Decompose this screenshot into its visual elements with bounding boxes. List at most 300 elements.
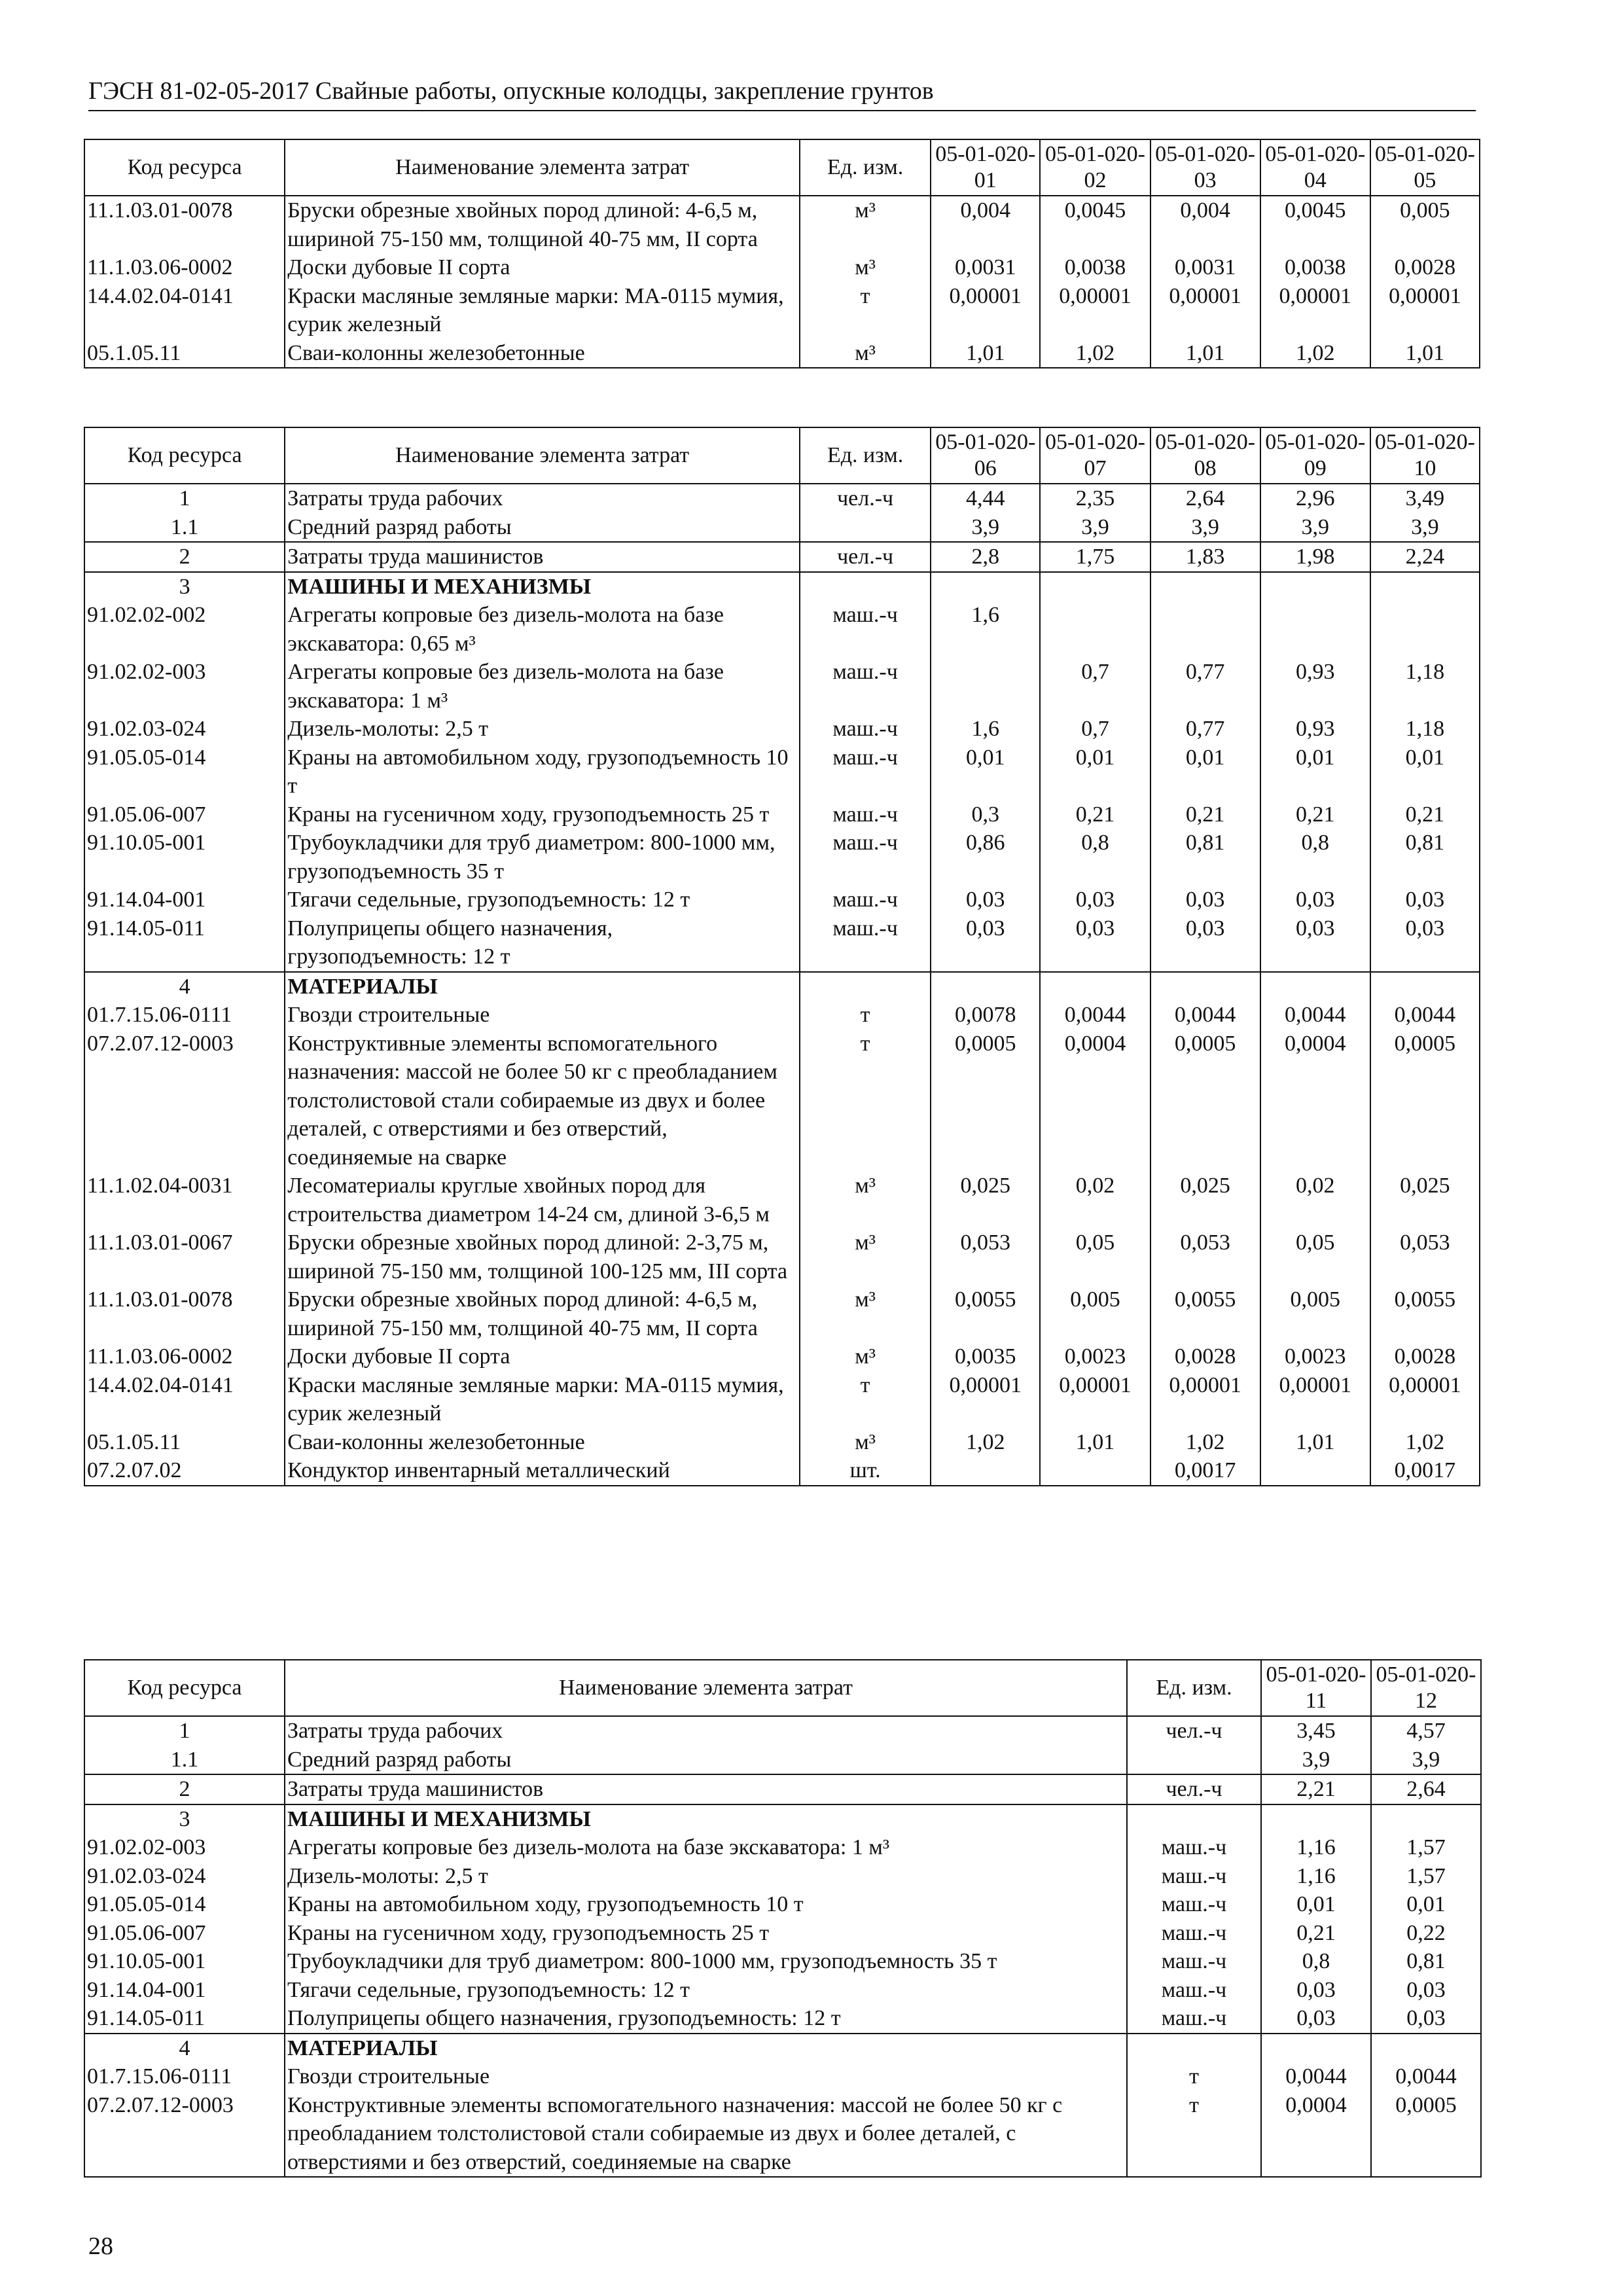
table-row [84, 1001, 1480, 1030]
resource-name: Бруски обрезные хвойных пород длиной: 4-6,5 м, шириной 75-150 мм, толщиной 40-75 мм, II сорта [285, 1285, 800, 1342]
value-cell: 0,01 [1260, 744, 1370, 800]
header-code: Код ресурса [84, 139, 285, 196]
value-cell: 0,00001 [1260, 282, 1370, 339]
table-row [84, 829, 1480, 886]
value-cell: 0,025 [931, 1172, 1040, 1229]
value-cell [931, 1456, 1040, 1486]
resource-code: 91.10.05-001 [84, 829, 285, 886]
resource-code: 11.1.03.01-0078 [84, 196, 285, 253]
value-cell: 0,0017 [1370, 1456, 1480, 1486]
value-cell: 0,0055 [931, 1285, 1040, 1342]
resource-code: 14.4.02.04-0141 [84, 1371, 285, 1428]
resource-name: Полуприцепы общего назначения, грузоподъемность: 12 т [285, 914, 800, 972]
value-cell: 0,03 [1040, 886, 1150, 914]
table-row [84, 513, 1480, 543]
header-norm-code: 05-01-020-08 [1150, 427, 1260, 484]
value-cell [1150, 601, 1260, 658]
unit: маш.-ч [800, 914, 931, 972]
value-cell: 0,22 [1371, 1919, 1481, 1948]
header-norm-code: 05-01-020-10 [1370, 427, 1480, 484]
value-cell [1370, 572, 1480, 601]
value-cell: 0,00001 [1150, 282, 1260, 339]
value-cell: 2,64 [1150, 484, 1260, 513]
value-cell: 2,24 [1370, 542, 1480, 572]
unit: м³ [800, 1285, 931, 1342]
value-cell: 0,77 [1150, 658, 1260, 715]
value-cell: 0,0028 [1370, 1342, 1480, 1371]
value-cell [1260, 572, 1370, 601]
value-cell [1040, 972, 1150, 1001]
unit: м³ [800, 1172, 931, 1229]
table-row [84, 1862, 1481, 1891]
value-cell: 0,0044 [1370, 1001, 1480, 1030]
value-cell: 1,18 [1370, 658, 1480, 715]
norms-table-020-11-12 [84, 1659, 1482, 2178]
resource-name: МАШИНЫ И МЕХАНИЗМЫ [285, 572, 800, 601]
resource-name: Гвозди строительные [285, 1001, 800, 1030]
value-cell: 0,21 [1150, 800, 1260, 829]
value-cell: 0,0031 [1150, 253, 1260, 282]
value-cell: 0,21 [1261, 1919, 1371, 1948]
resource-code: 91.14.04-001 [84, 1976, 285, 2005]
value-cell: 0,00001 [1370, 1371, 1480, 1428]
value-cell: 0,0028 [1150, 1342, 1260, 1371]
value-cell: 0,86 [931, 829, 1040, 886]
resource-name: МАТЕРИАЛЫ [285, 2034, 1127, 2063]
value-cell: 0,00001 [1040, 1371, 1150, 1428]
table-row [84, 1833, 1481, 1862]
value-cell: 1,83 [1150, 542, 1260, 572]
unit: м³ [800, 339, 931, 368]
value-cell: 0,004 [931, 196, 1040, 253]
value-cell: 0,004 [1150, 196, 1260, 253]
value-cell: 0,0044 [1261, 2062, 1371, 2091]
section-row [84, 1804, 1481, 1834]
table-row [84, 1746, 1481, 1775]
header-norm-code: 05-01-020-01 [931, 139, 1040, 196]
header-norm-code: 05-01-020-02 [1040, 139, 1150, 196]
resource-name: Краски масляные земляные марки: МА-0115 мумия, сурик железный [285, 282, 800, 339]
value-cell: 0,053 [1370, 1229, 1480, 1285]
unit: маш.-ч [800, 886, 931, 914]
value-cell: 1,6 [931, 601, 1040, 658]
value-cell [1040, 572, 1150, 601]
table-row [84, 1919, 1481, 1948]
value-cell: 0,03 [1040, 914, 1150, 972]
resource-name: Дизель-молоты: 2,5 т [285, 715, 800, 744]
value-cell: 1,01 [1150, 339, 1260, 368]
value-cell: 1,02 [1150, 1428, 1260, 1457]
table-row [84, 914, 1480, 972]
value-cell: 0,0004 [1261, 2091, 1371, 2178]
value-cell: 1,57 [1371, 1833, 1481, 1862]
value-cell: 3,49 [1370, 484, 1480, 513]
unit: чел.-ч [1127, 1716, 1261, 1746]
resource-code: 2 [84, 1774, 285, 1804]
resource-name: Агрегаты копровые без дизель-молота на базе экскаватора: 1 м³ [285, 1833, 1127, 1862]
value-cell: 0,0005 [1371, 2091, 1481, 2178]
value-cell: 3,9 [1370, 513, 1480, 543]
resource-name: Краски масляные земляные марки: МА-0115 мумия, сурик железный [285, 1371, 800, 1428]
resource-code: 11.1.03.01-0067 [84, 1229, 285, 1285]
header-unit: Ед. изм. [800, 427, 931, 484]
header-unit: Ед. изм. [800, 139, 931, 196]
value-cell: 0,03 [1150, 886, 1260, 914]
table-row [84, 1371, 1480, 1428]
value-cell: 0,005 [1040, 1285, 1150, 1342]
value-cell: 0,7 [1040, 715, 1150, 744]
table-row [84, 2004, 1481, 2034]
table-row [84, 2091, 1481, 2178]
unit [1127, 2034, 1261, 2063]
value-cell [931, 658, 1040, 715]
unit: т [1127, 2091, 1261, 2178]
header-name: Наименование элемента затрат [285, 427, 800, 484]
unit: шт. [800, 1456, 931, 1486]
value-cell: 0,0038 [1260, 253, 1370, 282]
value-cell: 0,21 [1260, 800, 1370, 829]
table-row [84, 1890, 1481, 1919]
value-cell: 0,03 [1371, 1976, 1481, 2005]
header-code: Код ресурса [84, 1660, 285, 1716]
resource-name: Агрегаты копровые без дизель-молота на базе экскаватора: 0,65 м³ [285, 601, 800, 658]
resource-code: 14.4.02.04-0141 [84, 282, 285, 339]
resource-code: 91.05.06-007 [84, 1919, 285, 1948]
resource-name: Тягачи седельные, грузоподъемность: 12 т [285, 1976, 1127, 2005]
value-cell [1040, 601, 1150, 658]
unit: маш.-ч [1127, 2004, 1261, 2034]
table-row [84, 1456, 1480, 1486]
value-cell: 0,0005 [1370, 1030, 1480, 1172]
unit: маш.-ч [1127, 1890, 1261, 1919]
value-cell [1260, 601, 1370, 658]
value-cell: 0,0023 [1260, 1342, 1370, 1371]
value-cell [1261, 2034, 1371, 2063]
resource-name: Затраты труда машинистов [285, 1774, 1127, 1804]
resource-name: Краны на гусеничном ходу, грузоподъемность 25 т [285, 800, 800, 829]
resource-name: Гвозди строительные [285, 2062, 1127, 2091]
unit: т [800, 1030, 931, 1172]
table-row [84, 800, 1480, 829]
header-norm-code: 05-01-020-09 [1260, 427, 1370, 484]
unit [800, 972, 931, 1001]
resource-code: 11.1.03.01-0078 [84, 1285, 285, 1342]
value-cell: 0,03 [1260, 886, 1370, 914]
value-cell: 2,64 [1371, 1774, 1481, 1804]
table-header-row [84, 1660, 1481, 1716]
value-cell: 0,0023 [1040, 1342, 1150, 1371]
value-cell: 2,8 [931, 542, 1040, 572]
resource-code: 91.10.05-001 [84, 1947, 285, 1976]
value-cell: 0,053 [1150, 1229, 1260, 1285]
value-cell: 1,75 [1040, 542, 1150, 572]
value-cell [931, 572, 1040, 601]
value-cell: 0,0005 [931, 1030, 1040, 1172]
norms-table-020-06-10 [84, 427, 1480, 1486]
unit: маш.-ч [800, 744, 931, 800]
unit [1127, 1804, 1261, 1834]
value-cell: 0,8 [1040, 829, 1150, 886]
value-cell: 1,02 [1040, 339, 1150, 368]
value-cell: 0,81 [1370, 829, 1480, 886]
resource-code: 11.1.02.04-0031 [84, 1172, 285, 1229]
value-cell: 1,01 [931, 339, 1040, 368]
resource-name: Тягачи седельные, грузоподъемность: 12 т [285, 886, 800, 914]
value-cell [1150, 972, 1260, 1001]
unit: маш.-ч [1127, 1947, 1261, 1976]
value-cell [1260, 972, 1370, 1001]
value-cell [1040, 1456, 1150, 1486]
resource-code: 3 [84, 1804, 285, 1834]
value-cell: 0,05 [1040, 1229, 1150, 1285]
header-norm-code: 05-01-020-04 [1260, 139, 1370, 196]
header-norm-code: 05-01-020-07 [1040, 427, 1150, 484]
value-cell: 0,005 [1260, 1285, 1370, 1342]
value-cell [1371, 2034, 1481, 2063]
value-cell: 0,03 [1260, 914, 1370, 972]
resource-name: Сваи-колонны железобетонные [285, 339, 800, 368]
table-row [84, 1976, 1481, 2005]
unit: маш.-ч [800, 658, 931, 715]
unit: маш.-ч [1127, 1976, 1261, 2005]
value-cell: 0,05 [1260, 1229, 1370, 1285]
unit [800, 513, 931, 543]
value-cell: 3,9 [931, 513, 1040, 543]
value-cell: 2,35 [1040, 484, 1150, 513]
resource-code: 4 [84, 972, 285, 1001]
table-row [84, 196, 1480, 253]
value-cell: 0,00001 [1040, 282, 1150, 339]
resource-name: Краны на автомобильном ходу, грузоподъемность 10 т [285, 744, 800, 800]
section-row [84, 2034, 1481, 2063]
value-cell: 0,0044 [1260, 1001, 1370, 1030]
value-cell [1370, 972, 1480, 1001]
resource-code: 91.14.05-011 [84, 2004, 285, 2034]
unit: маш.-ч [800, 715, 931, 744]
unit [800, 572, 931, 601]
table-row [84, 253, 1480, 282]
value-cell: 0,01 [1040, 744, 1150, 800]
resource-code: 11.1.03.06-0002 [84, 1342, 285, 1371]
value-cell: 0,00001 [1370, 282, 1480, 339]
header-name: Наименование элемента затрат [285, 1660, 1127, 1716]
value-cell: 0,01 [1370, 744, 1480, 800]
table-row [84, 1285, 1480, 1342]
resource-code: 07.2.07.02 [84, 1456, 285, 1486]
resource-name: Конструктивные элементы вспомогательного назначения: массой не более 50 кг с преобладанием толстолистовой стали собираемые из двух и более деталей, с отверстиями и без отверстий, соединяемые на сварке [285, 1030, 800, 1172]
value-cell: 0,21 [1370, 800, 1480, 829]
value-cell: 1,16 [1261, 1833, 1371, 1862]
table-row [84, 1030, 1480, 1172]
value-cell [1261, 1804, 1371, 1834]
value-cell: 0,0055 [1150, 1285, 1260, 1342]
unit: т [800, 1001, 931, 1030]
value-cell: 0,93 [1260, 658, 1370, 715]
value-cell: 3,9 [1261, 1746, 1371, 1775]
value-cell: 1,18 [1370, 715, 1480, 744]
value-cell: 1,57 [1371, 1862, 1481, 1891]
table-row [84, 1172, 1480, 1229]
resource-code: 01.7.15.06-0111 [84, 2062, 285, 2091]
resource-code: 07.2.07.12-0003 [84, 1030, 285, 1172]
header-norm-code: 05-01-020-06 [931, 427, 1040, 484]
table-row [84, 658, 1480, 715]
value-cell: 0,01 [1150, 744, 1260, 800]
resource-code: 1 [84, 1716, 285, 1746]
table-row [84, 2062, 1481, 2091]
header-norm-code: 05-01-020-11 [1261, 1660, 1371, 1716]
value-cell: 0,8 [1260, 829, 1370, 886]
value-cell: 0,005 [1370, 196, 1480, 253]
value-cell: 0,0004 [1040, 1030, 1150, 1172]
resource-code: 1.1 [84, 1746, 285, 1775]
value-cell: 0,0038 [1040, 253, 1150, 282]
value-cell: 0,7 [1040, 658, 1150, 715]
value-cell: 0,00001 [931, 282, 1040, 339]
resource-name: Полуприцепы общего назначения, грузоподъемность: 12 т [285, 2004, 1127, 2034]
unit: м³ [800, 1342, 931, 1371]
table-row [84, 601, 1480, 658]
value-cell: 0,01 [931, 744, 1040, 800]
resource-name: Средний разряд работы [285, 513, 800, 543]
unit [1127, 1746, 1261, 1775]
resource-name: Трубоукладчики для труб диаметром: 800-1000 мм, грузоподъемность 35 т [285, 1947, 1127, 1976]
value-cell: 0,053 [931, 1229, 1040, 1285]
value-cell [1150, 572, 1260, 601]
table-header-row [84, 139, 1480, 196]
resource-name: Кондуктор инвентарный металлический [285, 1456, 800, 1486]
value-cell: 3,9 [1040, 513, 1150, 543]
value-cell: 0,02 [1040, 1172, 1150, 1229]
value-cell: 3,9 [1371, 1746, 1481, 1775]
section-row [84, 972, 1480, 1001]
value-cell: 0,77 [1150, 715, 1260, 744]
value-cell: 0,03 [1371, 2004, 1481, 2034]
table-row [84, 484, 1480, 513]
norms-table-020-01-05 [84, 139, 1480, 368]
unit: маш.-ч [1127, 1833, 1261, 1862]
unit: м³ [800, 1229, 931, 1285]
value-cell: 2,21 [1261, 1774, 1371, 1804]
resource-name: Затраты труда рабочих [285, 1716, 1127, 1746]
resource-name: Бруски обрезные хвойных пород длиной: 2-3,75 м, шириной 75-150 мм, толщиной 100-125 мм, III сорта [285, 1229, 800, 1285]
value-cell: 0,03 [931, 914, 1040, 972]
value-cell: 0,0031 [931, 253, 1040, 282]
unit: маш.-ч [1127, 1862, 1261, 1891]
value-cell: 0,3 [931, 800, 1040, 829]
value-cell: 0,03 [931, 886, 1040, 914]
value-cell: 0,02 [1260, 1172, 1370, 1229]
resource-name: Средний разряд работы [285, 1746, 1127, 1775]
value-cell [1260, 1456, 1370, 1486]
value-cell: 0,025 [1370, 1172, 1480, 1229]
unit: чел.-ч [800, 542, 931, 572]
resource-code: 01.7.15.06-0111 [84, 1001, 285, 1030]
resource-name: Доски дубовые II сорта [285, 253, 800, 282]
resource-code: 91.05.06-007 [84, 800, 285, 829]
resource-code: 91.05.05-014 [84, 1890, 285, 1919]
resource-code: 91.05.05-014 [84, 744, 285, 800]
value-cell: 0,03 [1261, 1976, 1371, 2005]
value-cell: 0,81 [1371, 1947, 1481, 1976]
resource-code: 07.2.07.12-0003 [84, 2091, 285, 2178]
resource-name: Агрегаты копровые без дизель-молота на базе экскаватора: 1 м³ [285, 658, 800, 715]
resource-code: 91.02.02-003 [84, 1833, 285, 1862]
header-code: Код ресурса [84, 427, 285, 484]
value-cell: 0,0045 [1260, 196, 1370, 253]
value-cell: 0,00001 [931, 1371, 1040, 1428]
resource-name: Конструктивные элементы вспомогательного назначения: массой не более 50 кг с преобладанием толстолистовой стали собираемые из двух и более деталей, с отверстиями и без отверстий, соединяемые на сварке [285, 2091, 1127, 2178]
value-cell: 0,0028 [1370, 253, 1480, 282]
value-cell: 1,6 [931, 715, 1040, 744]
resource-code: 1.1 [84, 513, 285, 543]
value-cell: 0,00001 [1260, 1371, 1370, 1428]
page-number: 28 [88, 2233, 113, 2260]
value-cell: 0,0017 [1150, 1456, 1260, 1486]
value-cell: 1,01 [1040, 1428, 1150, 1457]
value-cell: 0,01 [1261, 1890, 1371, 1919]
table-row [84, 542, 1480, 572]
value-cell [931, 972, 1040, 1001]
value-cell: 0,0044 [1040, 1001, 1150, 1030]
header-unit: Ед. изм. [1127, 1660, 1261, 1716]
table-header-row [84, 427, 1480, 484]
value-cell [1370, 601, 1480, 658]
unit: маш.-ч [800, 601, 931, 658]
value-cell: 0,0045 [1040, 196, 1150, 253]
value-cell: 0,03 [1150, 914, 1260, 972]
resource-code: 91.02.02-002 [84, 601, 285, 658]
header-norm-code: 05-01-020-03 [1150, 139, 1260, 196]
table-row [84, 886, 1480, 914]
unit: м³ [800, 196, 931, 253]
value-cell: 0,0004 [1260, 1030, 1370, 1172]
resource-name: Лесоматериалы круглые хвойных пород для строительства диаметром 14-24 см, длиной 3-6,5 м [285, 1172, 800, 1229]
unit: маш.-ч [800, 829, 931, 886]
value-cell: 3,45 [1261, 1716, 1371, 1746]
resource-name: МАТЕРИАЛЫ [285, 972, 800, 1001]
table-row [84, 282, 1480, 339]
value-cell: 0,81 [1150, 829, 1260, 886]
resource-name: Сваи-колонны железобетонные [285, 1428, 800, 1457]
resource-name: Дизель-молоты: 2,5 т [285, 1862, 1127, 1891]
table-row [84, 339, 1480, 368]
section-row [84, 572, 1480, 601]
value-cell: 0,03 [1370, 886, 1480, 914]
resource-code: 3 [84, 572, 285, 601]
value-cell: 0,93 [1260, 715, 1370, 744]
resource-code: 11.1.03.06-0002 [84, 253, 285, 282]
header-norm-code: 05-01-020-12 [1371, 1660, 1481, 1716]
header-norm-code: 05-01-020-05 [1370, 139, 1480, 196]
value-cell: 0,8 [1261, 1947, 1371, 1976]
value-cell: 0,0044 [1150, 1001, 1260, 1030]
value-cell: 3,9 [1260, 513, 1370, 543]
header-name: Наименование элемента затрат [285, 139, 800, 196]
value-cell: 1,02 [1370, 1428, 1480, 1457]
resource-name: Краны на автомобильном ходу, грузоподъемность 10 т [285, 1890, 1127, 1919]
value-cell: 1,02 [931, 1428, 1040, 1457]
resource-code: 91.14.05-011 [84, 914, 285, 972]
value-cell: 0,01 [1371, 1890, 1481, 1919]
value-cell: 1,01 [1370, 339, 1480, 368]
value-cell: 3,9 [1150, 513, 1260, 543]
value-cell: 0,0055 [1370, 1285, 1480, 1342]
value-cell: 0,0078 [931, 1001, 1040, 1030]
value-cell [1371, 1804, 1481, 1834]
unit: т [800, 282, 931, 339]
value-cell: 1,16 [1261, 1862, 1371, 1891]
